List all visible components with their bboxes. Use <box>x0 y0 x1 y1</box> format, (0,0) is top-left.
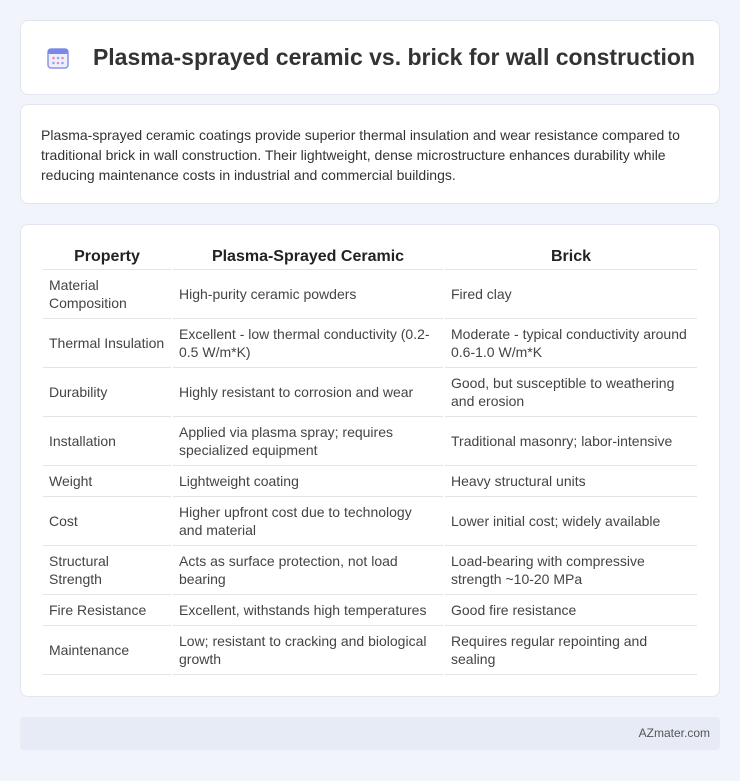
brick-cell: Lower initial cost; widely available <box>445 497 697 546</box>
footer-bar <box>20 717 720 750</box>
table-row <box>43 319 697 368</box>
property-cell: Structural Strength <box>43 546 171 595</box>
title-bar <box>45 44 695 71</box>
ceramic-cell: High-purity ceramic powders <box>173 270 443 319</box>
title-card <box>20 20 720 95</box>
brick-cell: Fired clay <box>445 270 697 319</box>
ceramic-cell: Low; resistant to cracking and biological growth <box>173 626 443 675</box>
comparison-card <box>20 224 720 697</box>
brick-cell: Moderate - typical conductivity around 0.6-1.0 W/m*K <box>445 319 697 368</box>
ceramic-cell: Lightweight coating <box>173 466 443 497</box>
comparison-table <box>41 245 699 675</box>
brick-cell: Load-bearing with compressive strength ~10-20 MPa <box>445 546 697 595</box>
column-header-ceramic: Plasma-Sprayed Ceramic <box>173 245 443 270</box>
property-cell: Fire Resistance <box>43 595 171 626</box>
brick-cell: Good, but susceptible to weathering and erosion <box>445 368 697 417</box>
ceramic-cell: Applied via plasma spray; requires specialized equipment <box>173 417 443 466</box>
brick-cell: Good fire resistance <box>445 595 697 626</box>
table-row <box>43 417 697 466</box>
table-row <box>43 497 697 546</box>
brick-cell: Heavy structural units <box>445 466 697 497</box>
property-cell: Weight <box>43 466 171 497</box>
property-cell: Installation <box>43 417 171 466</box>
intro-paragraph: Plasma-sprayed ceramic coatings provide superior thermal insulation and wear resistance compared to traditional brick in wall construction. Their lightweight, dense microstructure enhances durability while reducing maintenance costs in industrial and commercial buildings. <box>41 127 680 183</box>
ceramic-cell: Higher upfront cost due to technology and material <box>173 497 443 546</box>
brick-cell: Traditional masonry; labor-intensive <box>445 417 697 466</box>
ceramic-cell: Highly resistant to corrosion and wear <box>173 368 443 417</box>
table-header-row <box>43 245 697 270</box>
property-cell: Maintenance <box>43 626 171 675</box>
ceramic-cell: Excellent, withstands high temperatures <box>173 595 443 626</box>
table-row <box>43 368 697 417</box>
calendar-icon <box>45 45 71 71</box>
ceramic-cell: Excellent - low thermal conductivity (0.2-0.5 W/m*K) <box>173 319 443 368</box>
brick-cell: Requires regular repointing and sealing <box>445 626 697 675</box>
column-header-brick: Brick <box>445 245 697 270</box>
table-row <box>43 466 697 497</box>
ceramic-cell: Acts as surface protection, not load bearing <box>173 546 443 595</box>
table-row <box>43 270 697 319</box>
column-header-property: Property <box>43 245 171 270</box>
table-row <box>43 626 697 675</box>
table-row <box>43 546 697 595</box>
property-cell: Cost <box>43 497 171 546</box>
property-cell: Thermal Insulation <box>43 319 171 368</box>
table-row <box>43 595 697 626</box>
footer-site-link[interactable]: AZmater.com <box>638 726 710 740</box>
property-cell: Material Composition <box>43 270 171 319</box>
page-title: Plasma-sprayed ceramic vs. brick for wall construction <box>92 44 696 70</box>
intro-card <box>20 104 720 204</box>
property-cell: Durability <box>43 368 171 417</box>
